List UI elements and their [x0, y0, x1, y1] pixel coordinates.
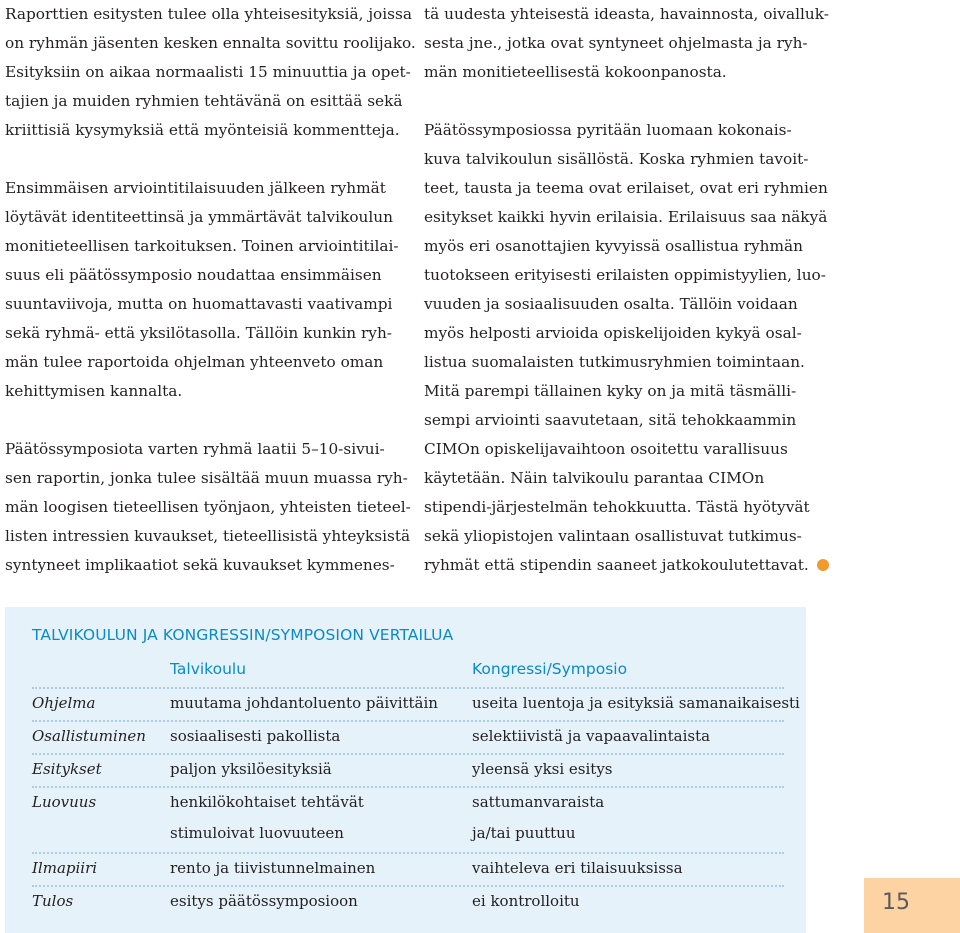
column-header-kongressi: Kongressi/Symposio [472, 660, 628, 678]
text-line [5, 203, 416, 232]
text-line-content: CIMOn opiskelijavaihtoon osoitettu varallisuus [424, 440, 788, 458]
text-line-content: esitykset kaikki hyvin erilaisia. Erilaisuus saa näkyä [424, 208, 828, 226]
text-line-content: kehittymisen kannalta. [5, 382, 183, 400]
article-end-marker-icon [817, 559, 829, 571]
text-line [5, 551, 416, 580]
text-line-content: sen raportin, jonka tulee sisältää muun muassa ryh- [5, 469, 408, 487]
text-line [424, 319, 829, 348]
text-line-content: teet, tausta ja teema ovat erilaiset, ovat eri ryhmien [424, 179, 828, 197]
paragraph [5, 435, 416, 580]
page-number-badge [864, 878, 960, 933]
text-line [5, 232, 416, 261]
text-line [424, 464, 829, 493]
text-line [424, 29, 829, 58]
table-row [32, 885, 784, 919]
talvikoulu-cell: esitys päätössymposioon [170, 892, 358, 910]
text-line [424, 116, 829, 145]
text-line-content: tä uudesta yhteisestä ideasta, havainnosta, oivalluk- [424, 5, 829, 23]
text-line [5, 58, 416, 87]
right-column [424, 0, 829, 580]
table-row [32, 720, 784, 754]
paragraph-gap [424, 87, 829, 116]
table-row [32, 753, 784, 787]
text-line [5, 522, 416, 551]
text-line [5, 377, 416, 406]
text-line-content: ryhmät että stipendin saaneet jatkokoulutettavat. [424, 556, 809, 574]
text-line [424, 377, 829, 406]
text-line-content: listua suomalaisten tutkimusryhmien toimintaan. [424, 353, 805, 371]
row-label: Osallistuminen [32, 727, 146, 745]
text-line-content: käytetään. Näin talvikoulu parantaa CIMOn [424, 469, 765, 487]
row-label: Luovuus [32, 793, 97, 811]
text-line [5, 29, 416, 58]
text-line [424, 174, 829, 203]
text-line-content: sekä yliopistojen valintaan osallistuvat tutkimus- [424, 527, 802, 545]
row-label: Esitykset [32, 760, 102, 778]
text-line [424, 522, 829, 551]
text-line-content: on ryhmän jäsenten kesken ennalta sovittu roolijako. [5, 34, 416, 52]
text-line-content: män tulee raportoida ohjelman yhteenveto oman [5, 353, 384, 371]
kongressi-cell: useita luentoja ja esityksiä samanaikaisesti [472, 694, 800, 712]
text-line-content: kriittisiä kysymyksiä että myönteisiä kommentteja. [5, 121, 400, 139]
text-line [5, 174, 416, 203]
text-line [5, 348, 416, 377]
text-line-content: löytävät identiteettinsä ja ymmärtävät talvikoulun [5, 208, 394, 226]
text-line-content: myös eri osanottajien kyvyissä osallistua ryhmän [424, 237, 803, 255]
paragraph [424, 0, 829, 87]
text-line [5, 464, 416, 493]
talvikoulu-cell: henkilökohtaiset tehtävät [170, 793, 364, 811]
text-line [5, 493, 416, 522]
text-line [424, 58, 829, 87]
text-line [5, 0, 416, 29]
text-line-content: sempi arviointi saavutetaan, sitä tehokkaammin [424, 411, 797, 429]
left-column [5, 0, 416, 580]
text-line-content: kuva talvikoulun sisällöstä. Koska ryhmien tavoit- [424, 150, 809, 168]
page-number: 15 [882, 890, 910, 915]
text-line-content: tajien ja muiden ryhmien tehtävänä on esittää sekä [5, 92, 403, 110]
text-line [5, 116, 416, 145]
row-label: Ilmapiiri [32, 859, 98, 877]
table-row [32, 819, 784, 851]
text-line-content: tuotokseen erityisesti erilaisten oppimistyylien, luo- [424, 266, 826, 284]
text-line [424, 551, 829, 580]
text-line [424, 203, 829, 232]
kongressi-cell: sattumanvaraista [472, 793, 605, 811]
table-row [32, 786, 784, 820]
kongressi-cell: selektiivistä ja vapaavalintaista [472, 727, 711, 745]
text-line-content: Päätössymposiota varten ryhmä laatii 5–10-sivui- [5, 440, 385, 458]
paragraph-gap [5, 145, 416, 174]
text-line [5, 319, 416, 348]
text-line-content: Mitä parempi tällainen kyky on ja mitä täsmälli- [424, 382, 797, 400]
text-line [424, 232, 829, 261]
text-line [424, 435, 829, 464]
text-line-content: sekä ryhmä- että yksilötasolla. Tällöin kunkin ryh- [5, 324, 392, 342]
paragraph-gap [5, 406, 416, 435]
text-line-content: Esityksiin on aikaa normaalisti 15 minuuttia ja opet- [5, 63, 411, 81]
text-line [5, 290, 416, 319]
text-line-content: män monitieteellisestä kokoonpanosta. [424, 63, 727, 81]
text-line [424, 493, 829, 522]
text-line-content: stipendi-järjestelmän tehokkuutta. Tästä hyötyvät [424, 498, 810, 516]
text-line-content: sesta jne., jotka ovat syntyneet ohjelmasta ja ryh- [424, 34, 808, 52]
talvikoulu-cell: sosiaalisesti pakollista [170, 727, 341, 745]
text-line [5, 435, 416, 464]
text-line [5, 87, 416, 116]
comparison-box [5, 607, 806, 933]
table-row [32, 852, 784, 886]
text-line-content: Raporttien esitysten tulee olla yhteisesityksiä, joissa [5, 5, 412, 23]
column-header-talvikoulu: Talvikoulu [170, 660, 247, 678]
kongressi-cell: ei kontrolloitu [472, 892, 580, 910]
kongressi-cell: ja/tai puuttuu [472, 824, 576, 842]
text-line [424, 261, 829, 290]
table-row [32, 687, 800, 721]
text-line-content: syntyneet implikaatiot sekä kuvaukset kymmenes- [5, 556, 395, 574]
text-line [424, 348, 829, 377]
text-line-content: suuntaviivoja, mutta on huomattavasti vaativampi [5, 295, 393, 313]
text-line [5, 261, 416, 290]
text-line-content: suus eli päätössymposio noudattaa ensimmäisen [5, 266, 382, 284]
text-line-content: Päätössymposiossa pyritään luomaan kokonais- [424, 121, 792, 139]
text-line-content: Ensimmäisen arviointitilaisuuden jälkeen ryhmät [5, 179, 386, 197]
talvikoulu-cell: muutama johdantoluento päivittäin [170, 694, 438, 712]
text-line-content: män loogisen tieteellisen työnjaon, yhteisten tieteel- [5, 498, 411, 516]
talvikoulu-cell: rento ja tiivistunnelmainen [170, 859, 376, 877]
talvikoulu-cell: stimuloivat luovuuteen [170, 824, 344, 842]
text-line-content: monitieteellisen tarkoituksen. Toinen arviointitilai- [5, 237, 399, 255]
text-line-content: vuuden ja sosiaalisuuden osalta. Tällöin voidaan [424, 295, 798, 313]
text-line-content: myös helposti arvioida opiskelijoiden kykyä osal- [424, 324, 802, 342]
text-line [424, 290, 829, 319]
row-label: Ohjelma [32, 694, 96, 712]
kongressi-cell: yleensä yksi esitys [472, 760, 613, 778]
text-line-content: listen intressien kuvaukset, tieteellisistä yhteyksistä [5, 527, 411, 545]
paragraph [424, 116, 829, 580]
comparison-title: TALVIKOULUN JA KONGRESSIN/SYMPOSION VERTAILUA [32, 626, 454, 644]
kongressi-cell: vaihteleva eri tilaisuuksissa [472, 859, 683, 877]
text-line [424, 0, 829, 29]
paragraph [5, 174, 416, 406]
row-label: Tulos [32, 892, 74, 910]
text-line [424, 145, 829, 174]
paragraph [5, 0, 416, 145]
text-line [424, 406, 829, 435]
talvikoulu-cell: paljon yksilöesityksiä [170, 760, 332, 778]
